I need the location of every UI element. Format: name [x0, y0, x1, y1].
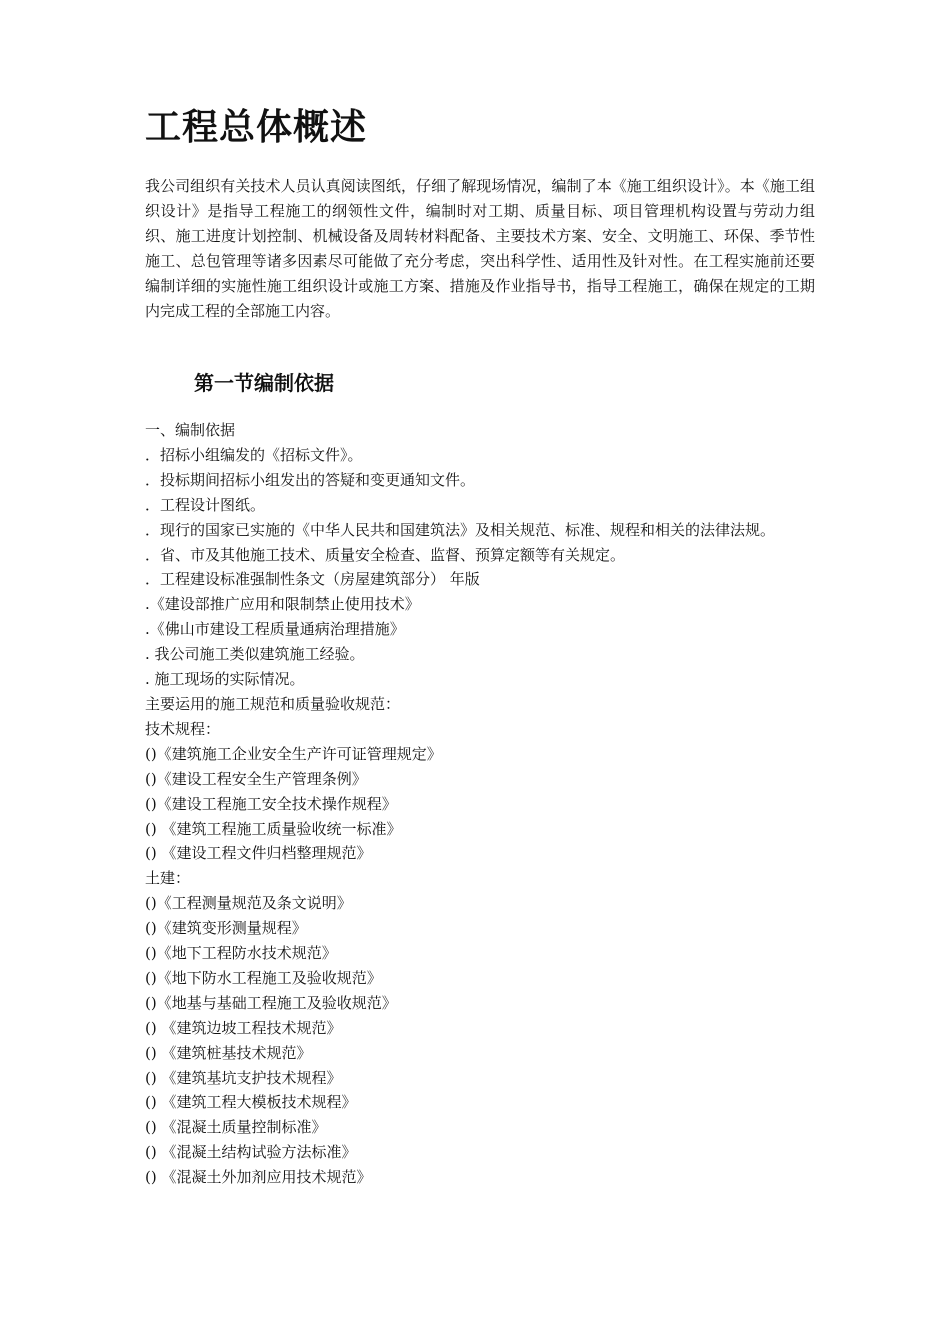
list-item: . 施工现场的实际情况。 — [145, 670, 305, 689]
list-item: ()《建筑变形测量规程》 — [145, 919, 307, 938]
list-item: 技术规程： — [145, 719, 221, 738]
section-heading: 第一节编制依据 — [194, 371, 334, 395]
list-item: ()《建筑施工企业安全生产许可证管理规定》 — [145, 744, 442, 763]
list-item: .《佛山市建设工程质量通病治理措施》 — [145, 620, 405, 639]
list-item: ()《地下防水工程施工及验收规范》 — [145, 968, 382, 987]
list-item: () 《建筑桩基技术规范》 — [145, 1043, 312, 1062]
list-item: ．工程建设标准强制性条文（房屋建筑部分） 年版 — [145, 570, 480, 589]
list-item: ()《建设工程施工安全技术操作规程》 — [145, 794, 397, 813]
list-item: () 《建筑工程大模板技术规程》 — [145, 1093, 357, 1112]
list-item: ．投标期间招标小组发出的答疑和变更通知文件。 — [145, 470, 476, 489]
intro-paragraph: 我公司组织有关技术人员认真阅读图纸，仔细了解现场情况，编制了本《施工组织设计》。本《施工组织设计》是指导工程施工的纲领性文件，编制时对工期、质量目标、项目管理机构设置与劳动力组织、施工进度计划控制、机械设备及周转材料配备、主要技术方案、安全、文明施工、环保、季节性施工、总包管理等诸多因素尽可能做了充分考虑，突出科学性、适用性及针对性。在工程实施前还要编制详细的实施性施工组织设计或施工方案、措施及作业指导书，指导工程施工，确保在规定的工期内完成工程的全部施工内容。 — [145, 177, 815, 320]
list-item: () 《建筑边坡工程技术规范》 — [145, 1018, 342, 1037]
list-item: . 我公司施工类似建筑施工经验。 — [145, 645, 365, 664]
list-item: () 《建筑工程施工质量验收统一标准》 — [145, 819, 402, 838]
list-item: ．现行的国家已实施的《中华人民共和国建筑法》及相关规范、标准、规程和相关的法律法规。 — [145, 520, 776, 539]
basis-list — [145, 418, 815, 1190]
list-item: ．招标小组编发的《招标文件》。 — [145, 445, 363, 464]
list-item: .《建设部推广应用和限制禁止使用技术》 — [145, 595, 420, 614]
list-item: ()《工程测量规范及条文说明》 — [145, 894, 352, 913]
list-item: () 《建设工程文件归档整理规范》 — [145, 844, 372, 863]
list-item: ()《地下工程防水技术规范》 — [145, 944, 337, 963]
document-title: 工程总体概述 — [145, 107, 368, 148]
list-item: () 《混凝土结构试验方法标准》 — [145, 1143, 357, 1162]
list-item: 土建： — [145, 869, 191, 888]
list-item: () 《混凝土外加剂应用技术规范》 — [145, 1168, 372, 1187]
list-item: ．省、市及其他施工技术、质量安全检查、监督、预算定额等有关规定。 — [145, 545, 626, 564]
list-item: ()《地基与基础工程施工及验收规范》 — [145, 993, 397, 1012]
list-item: () 《建筑基坑支护技术规程》 — [145, 1068, 342, 1087]
list-item: () 《混凝土质量控制标准》 — [145, 1118, 327, 1137]
list-item: ()《建设工程安全生产管理条例》 — [145, 769, 367, 788]
list-item: 一、编制依据 — [145, 421, 236, 439]
list-item: 主要运用的施工规范和质量验收规范： — [145, 694, 401, 713]
list-item: ．工程设计图纸。 — [145, 495, 266, 514]
